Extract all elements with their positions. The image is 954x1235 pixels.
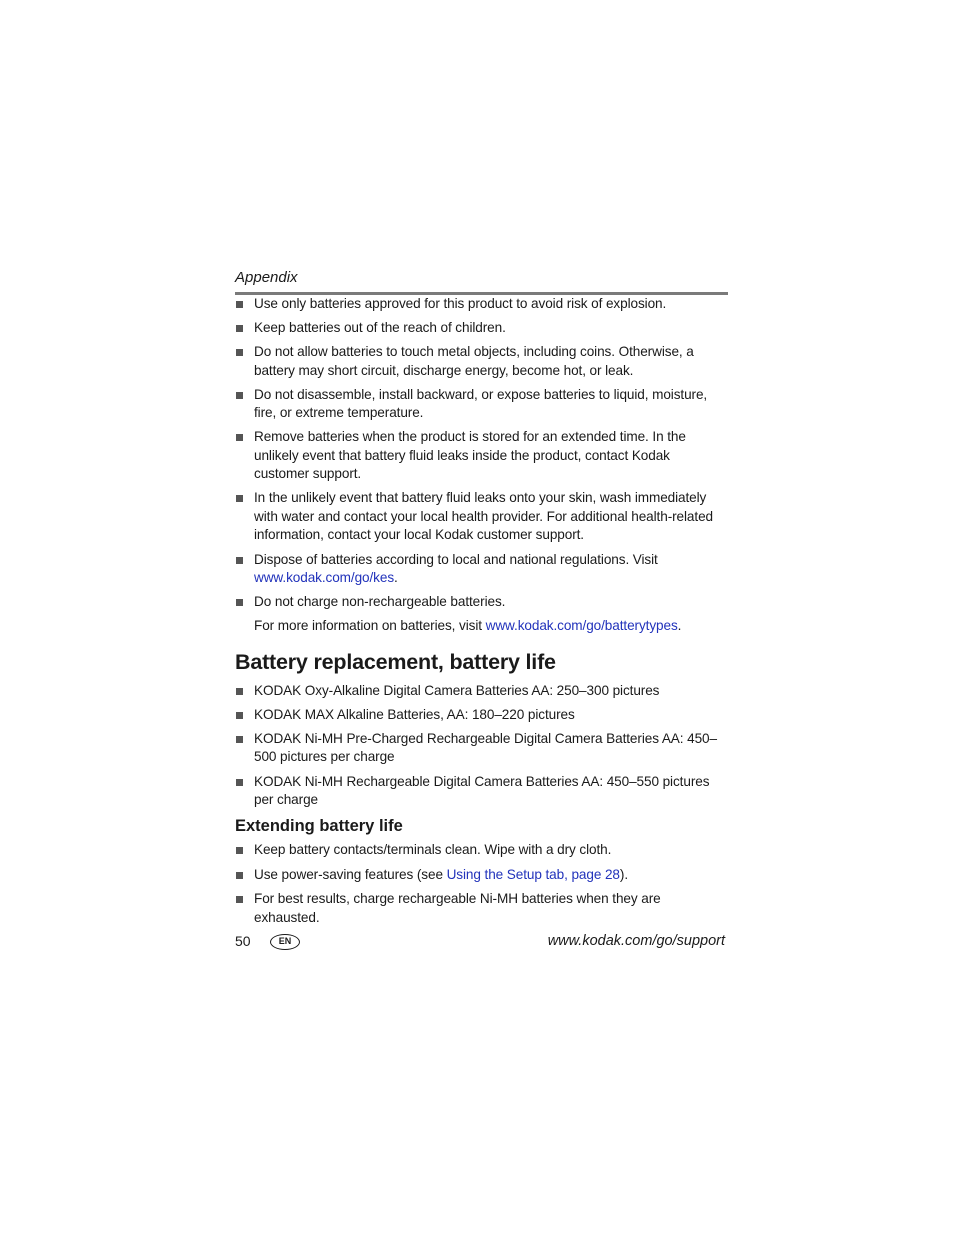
list-item: Use only batteries approved for this product to avoid risk of explosion. bbox=[235, 295, 728, 314]
bullet-square-icon bbox=[236, 301, 243, 308]
page-footer bbox=[235, 931, 725, 953]
bullet-square-icon bbox=[236, 688, 243, 695]
page-number: 50 bbox=[235, 933, 251, 949]
list-item: Keep batteries out of the reach of children. bbox=[235, 319, 728, 338]
bullet-square-icon bbox=[236, 872, 243, 879]
list-item: KODAK Ni-MH Rechargeable Digital Camera Batteries AA: 450–550 pictures per charge bbox=[235, 773, 728, 810]
bullet-square-icon bbox=[236, 557, 243, 564]
extending-life-heading: Extending battery life bbox=[235, 817, 403, 836]
bullet-square-icon bbox=[236, 325, 243, 332]
safety-list bbox=[235, 295, 728, 612]
list-item: KODAK Ni-MH Pre-Charged Rechargeable Digital Camera Batteries AA: 450–500 pictures per charge bbox=[235, 730, 728, 767]
more-info-note: For more information on batteries, visit www.kodak.com/go/batterytypes. bbox=[254, 618, 682, 634]
bullet-square-icon bbox=[236, 896, 243, 903]
bullet-square-icon bbox=[236, 736, 243, 743]
list-item: Do not disassemble, install backward, or expose batteries to liquid, moisture, fire, or extreme temperature. bbox=[235, 386, 728, 423]
page-content bbox=[235, 268, 728, 933]
bullet-square-icon bbox=[236, 779, 243, 786]
list-item: Keep battery contacts/terminals clean. Wipe with a dry cloth. bbox=[235, 841, 728, 860]
bullet-square-icon bbox=[236, 434, 243, 441]
list-item: For best results, charge rechargeable Ni-MH batteries when they are exhausted. bbox=[235, 890, 728, 927]
list-item: Do not charge non-rechargeable batteries. bbox=[235, 593, 728, 612]
bullet-square-icon bbox=[236, 847, 243, 854]
bullet-square-icon bbox=[236, 495, 243, 502]
bullet-square-icon bbox=[236, 349, 243, 356]
list-item: Dispose of batteries according to local and national regulations. Visit www.kodak.com/go/kes. bbox=[235, 551, 728, 588]
list-item: Use power-saving features (see Using the Setup tab, page 28). bbox=[235, 866, 728, 885]
battery-life-heading: Battery replacement, battery life bbox=[235, 649, 556, 674]
bullet-square-icon bbox=[236, 392, 243, 399]
kes-link[interactable]: www.kodak.com/go/kes bbox=[254, 570, 395, 586]
bullet-square-icon bbox=[236, 599, 243, 606]
extending-life-list bbox=[235, 841, 728, 927]
setup-tab-link[interactable]: Using the Setup tab, page 28 bbox=[446, 866, 620, 882]
list-item: KODAK Oxy-Alkaline Digital Camera Batteries AA: 250–300 pictures bbox=[235, 682, 728, 701]
section-label: Appendix bbox=[235, 269, 298, 286]
list-item: KODAK MAX Alkaline Batteries, AA: 180–220 pictures bbox=[235, 706, 728, 725]
batterytypes-link[interactable]: www.kodak.com/go/batterytypes bbox=[485, 618, 678, 634]
bullet-square-icon bbox=[236, 712, 243, 719]
list-item: Do not allow batteries to touch metal objects, including coins. Otherwise, a battery may short circuit, discharge energy, become hot, or leak. bbox=[235, 343, 728, 380]
list-item: Remove batteries when the product is stored for an extended time. In the unlikely event that battery fluid leaks inside the product, contact Kodak customer support. bbox=[235, 428, 728, 484]
support-url: www.kodak.com/go/support bbox=[547, 933, 725, 949]
list-item: In the unlikely event that battery fluid leaks onto your skin, wash immediately with water and contact your local health provider. For additional health-related information, contact your local Kodak customer support. bbox=[235, 489, 728, 545]
language-badge-icon: EN bbox=[270, 934, 300, 950]
battery-life-list bbox=[235, 682, 728, 810]
